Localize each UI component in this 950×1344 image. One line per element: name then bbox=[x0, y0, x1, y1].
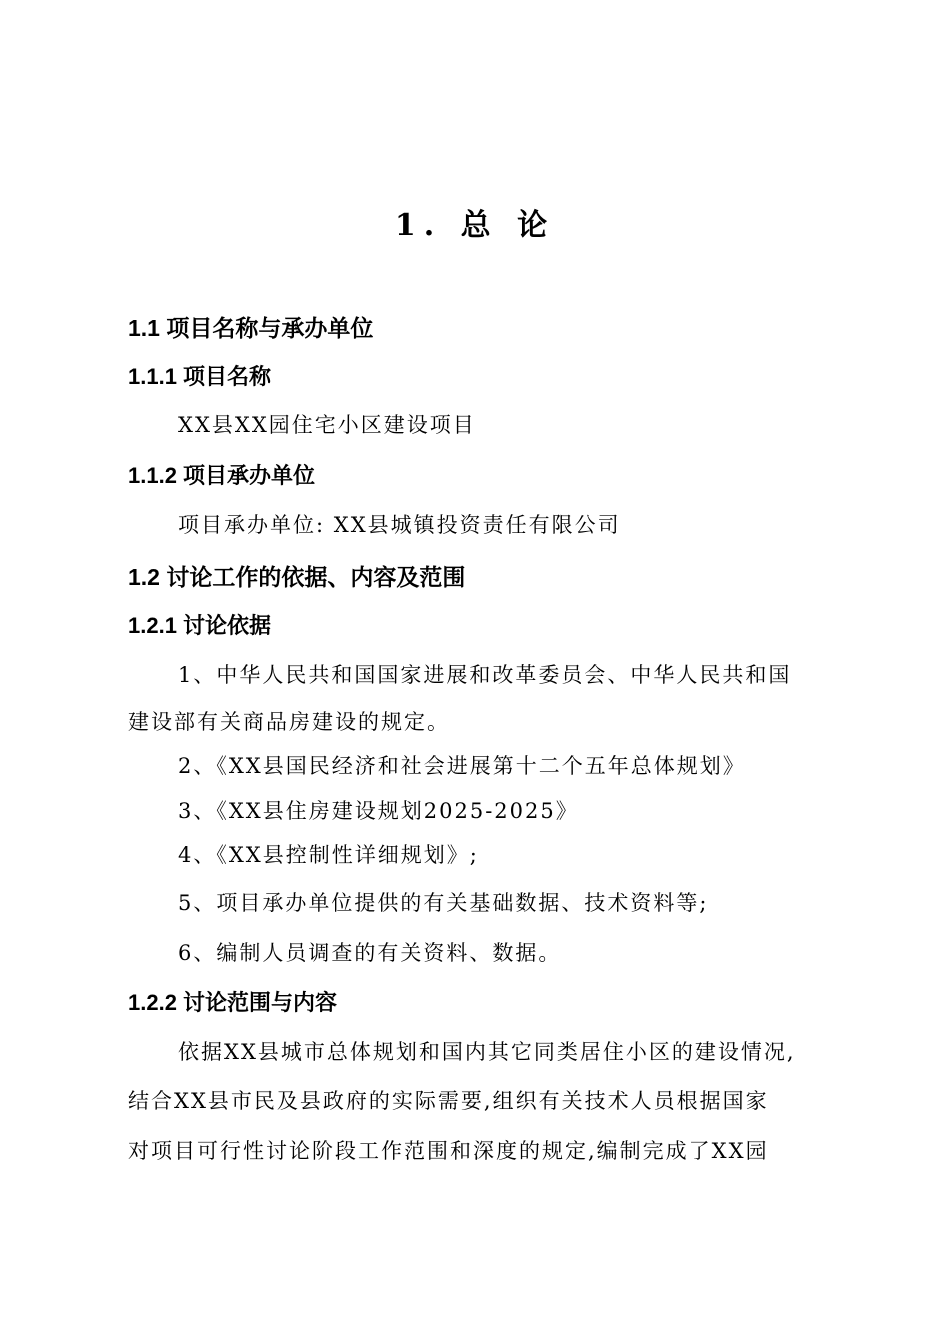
chapter-title: 1. 总 论 bbox=[394, 208, 556, 243]
scope-paragraph-line-3: 对项目可行性讨论阶段工作范围和深度的规定,编制完成了XX园 bbox=[128, 1139, 769, 1163]
undertaking-unit-text: 项目承办单位: XX县城镇投资责任有限公司 bbox=[178, 513, 621, 537]
basis-item-6: 6、编制人员调查的有关资料、数据。 bbox=[178, 941, 562, 965]
basis-item-2: 2、《XX县国民经济和社会进展第十二个五年总体规划》 bbox=[178, 754, 746, 778]
scope-paragraph-line-1: 依据XX县城市总体规划和国内其它同类居住小区的建设情况, bbox=[178, 1040, 796, 1064]
scope-paragraph-line-2: 结合XX县市民及县政府的实际需要,组织有关技术人员根据国家 bbox=[128, 1089, 769, 1113]
section-heading-1-1: 1.1 项目名称与承办单位 bbox=[128, 315, 374, 341]
section-heading-1-1-2: 1.1.2 项目承办单位 bbox=[128, 463, 316, 488]
basis-item-1-line-1: 1、中华人民共和国国家进展和改革委员会、中华人民共和国 bbox=[178, 663, 792, 687]
basis-item-3: 3、《XX县住房建设规划2025-2025》 bbox=[178, 799, 579, 823]
section-heading-1-2-2: 1.2.2 讨论范围与内容 bbox=[128, 990, 338, 1015]
basis-item-5: 5、项目承办单位提供的有关基础数据、技术资料等; bbox=[178, 891, 709, 915]
section-heading-1-1-1: 1.1.1 项目名称 bbox=[128, 364, 272, 389]
section-heading-1-2-1: 1.2.1 讨论依据 bbox=[128, 613, 272, 638]
basis-item-1-line-2: 建设部有关商品房建设的规定。 bbox=[128, 710, 450, 734]
project-name-text: XX县XX园住宅小区建设项目 bbox=[178, 413, 476, 437]
section-heading-1-2: 1.2 讨论工作的依据、内容及范围 bbox=[128, 564, 466, 590]
basis-item-4: 4、《XX县控制性详细规划》; bbox=[178, 843, 479, 867]
